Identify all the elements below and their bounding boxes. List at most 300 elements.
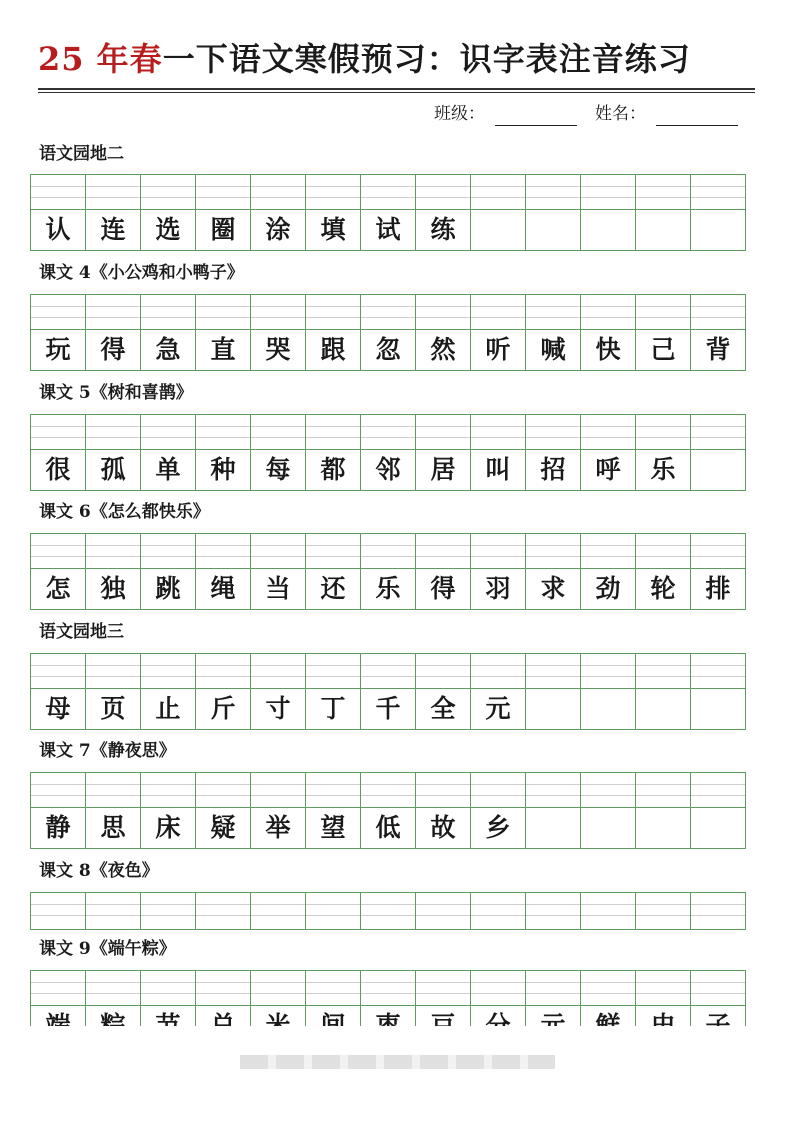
- hanzi-char: 丁: [320, 694, 346, 723]
- grid-cell: [306, 773, 361, 849]
- grid-cell: [86, 295, 141, 371]
- pinyin-box[interactable]: [471, 534, 525, 569]
- hanzi-char: 练: [430, 215, 456, 244]
- pinyin-box[interactable]: [141, 773, 195, 808]
- pinyin-box[interactable]: [251, 175, 305, 210]
- hanzi-char: [526, 210, 580, 250]
- grid-cell: [581, 893, 636, 930]
- pinyin-box[interactable]: [86, 773, 140, 808]
- writing-grid: [30, 892, 746, 930]
- pinyin-box[interactable]: [196, 534, 250, 569]
- grid-cell: [86, 893, 141, 930]
- pinyin-box[interactable]: [306, 773, 360, 808]
- grid-cell: [306, 295, 361, 371]
- pinyin-box[interactable]: [581, 415, 635, 450]
- hanzi-char: 元: [485, 694, 511, 723]
- writing-grid: [30, 533, 746, 610]
- grid-cell: [141, 295, 196, 371]
- hanzi-char: [526, 689, 580, 729]
- pinyin-box[interactable]: [416, 971, 470, 1006]
- grid-cell: [471, 893, 526, 930]
- grid-cell: [86, 654, 141, 730]
- pinyin-box[interactable]: [31, 175, 85, 210]
- hanzi-char: 己: [650, 335, 676, 364]
- hanzi-char: [581, 689, 635, 729]
- writing-grid: [30, 653, 746, 730]
- pinyin-box[interactable]: [471, 175, 525, 210]
- hanzi-char: 喊: [540, 335, 566, 364]
- pinyin-box[interactable]: [361, 971, 415, 1006]
- grid-cell: [691, 175, 746, 251]
- hanzi-char: 急: [155, 335, 181, 364]
- grid-cell: [31, 534, 86, 610]
- grid-cell: [636, 415, 691, 491]
- pinyin-box[interactable]: [196, 295, 250, 330]
- grid-cell: [416, 534, 471, 610]
- hanzi-char: 招: [540, 455, 566, 484]
- hanzi-char: 得: [430, 574, 456, 603]
- hanzi-char: 全: [430, 694, 456, 723]
- grid-cell: [581, 415, 636, 491]
- hanzi-char: [636, 689, 690, 729]
- grid-cell: [31, 415, 86, 491]
- pinyin-box[interactable]: [86, 175, 140, 210]
- grid-cell: [471, 773, 526, 849]
- hanzi-char: 每: [265, 455, 291, 484]
- hanzi-char: 单: [155, 455, 181, 484]
- pinyin-box[interactable]: [471, 971, 525, 1006]
- grid-cell: [581, 295, 636, 371]
- grid-cell: [251, 773, 306, 849]
- grid-cell: [416, 654, 471, 730]
- pinyin-box[interactable]: [416, 773, 470, 808]
- grid-cell: [691, 773, 746, 849]
- pinyin-box[interactable]: [86, 415, 140, 450]
- hanzi-char: 乐: [375, 574, 401, 603]
- writing-grid: [30, 174, 746, 251]
- name-label: 姓名：: [595, 104, 646, 124]
- pinyin-box[interactable]: [526, 534, 580, 569]
- pinyin-box[interactable]: [581, 175, 635, 210]
- pinyin-box[interactable]: [141, 175, 195, 210]
- grid-cell: [306, 175, 361, 251]
- pinyin-box[interactable]: [86, 654, 140, 689]
- hanzi-char: 涂: [265, 215, 291, 244]
- pinyin-box[interactable]: [251, 773, 305, 808]
- hanzi-char: [581, 210, 635, 250]
- grid-cell: [141, 415, 196, 491]
- writing-grid: [30, 772, 746, 849]
- hanzi-char: [691, 808, 745, 848]
- grid-cell: [251, 175, 306, 251]
- grid-cell: [636, 654, 691, 730]
- pinyin-box[interactable]: [31, 893, 85, 929]
- grid-cell: [86, 534, 141, 610]
- grid-cell: [361, 654, 416, 730]
- grid-cell: [691, 654, 746, 730]
- hanzi-char: 跳: [155, 574, 181, 603]
- title-rule: [38, 88, 755, 90]
- section-title: 课文 7《静夜思》: [39, 741, 176, 761]
- hanzi-char: 圈: [210, 215, 236, 244]
- grid-cell: [526, 175, 581, 251]
- pinyin-box[interactable]: [31, 773, 85, 808]
- pinyin-box[interactable]: [361, 415, 415, 450]
- grid-cell: [361, 893, 416, 930]
- pinyin-box[interactable]: [691, 295, 745, 330]
- pinyin-box[interactable]: [361, 534, 415, 569]
- pinyin-box[interactable]: [636, 534, 690, 569]
- pinyin-box[interactable]: [416, 295, 470, 330]
- hanzi-char: 认: [45, 215, 71, 244]
- grid-cell: [636, 893, 691, 930]
- hanzi-char: [691, 689, 745, 729]
- pinyin-box[interactable]: [471, 654, 525, 689]
- grid-cell: [361, 295, 416, 371]
- pinyin-box[interactable]: [251, 295, 305, 330]
- student-info: [434, 100, 746, 126]
- hanzi-char: 还: [320, 574, 346, 603]
- hanzi-char: [691, 450, 745, 490]
- grid-cell: [526, 415, 581, 491]
- grid-cell: [86, 415, 141, 491]
- grid-cell: [361, 534, 416, 610]
- grid-cell: [636, 773, 691, 849]
- hanzi-char: 直: [210, 335, 236, 364]
- pinyin-box[interactable]: [306, 295, 360, 330]
- hanzi-char: 连: [100, 215, 126, 244]
- pinyin-box[interactable]: [141, 295, 195, 330]
- hanzi-char: 故: [430, 813, 456, 842]
- grid-cell: [141, 534, 196, 610]
- pinyin-box[interactable]: [691, 773, 745, 808]
- grid-cell: [581, 534, 636, 610]
- pinyin-box[interactable]: [691, 893, 745, 929]
- grid-cell: [416, 415, 471, 491]
- pinyin-box[interactable]: [306, 893, 360, 929]
- hanzi-char: 寸: [265, 694, 291, 723]
- hanzi-char: 试: [375, 215, 401, 244]
- title-rule-thin: [38, 92, 755, 93]
- hanzi-char: [581, 808, 635, 848]
- page-title: [38, 36, 758, 82]
- grid-cell: [251, 415, 306, 491]
- pinyin-box[interactable]: [471, 893, 525, 929]
- hanzi-char: 孤: [100, 455, 126, 484]
- pinyin-box[interactable]: [86, 893, 140, 929]
- pinyin-box[interactable]: [691, 971, 745, 1006]
- pinyin-box[interactable]: [416, 415, 470, 450]
- pinyin-box[interactable]: [581, 654, 635, 689]
- grid-cell: [416, 893, 471, 930]
- pinyin-box[interactable]: [31, 534, 85, 569]
- pinyin-box[interactable]: [581, 971, 635, 1006]
- pinyin-box[interactable]: [196, 415, 250, 450]
- pinyin-box[interactable]: [306, 534, 360, 569]
- hanzi-char: 斤: [210, 694, 236, 723]
- hanzi-char: 忽: [375, 335, 401, 364]
- grid-cell: [196, 175, 251, 251]
- grid-cell: [361, 175, 416, 251]
- hanzi-char: 都: [320, 455, 346, 484]
- title-highlight: 25 年春: [38, 40, 163, 78]
- grid-cell: [526, 534, 581, 610]
- section-title: 语文园地二: [39, 144, 124, 164]
- writing-grid: [30, 414, 746, 491]
- pinyin-box[interactable]: [636, 175, 690, 210]
- title-rest: 一下语文寒假预习：识字表注音练习: [162, 40, 691, 78]
- pinyin-box[interactable]: [141, 415, 195, 450]
- grid-cell: [691, 295, 746, 371]
- hanzi-char: 劲: [595, 574, 621, 603]
- hanzi-char: 背: [705, 335, 731, 364]
- grid-cell: [471, 295, 526, 371]
- pinyin-box[interactable]: [141, 971, 195, 1006]
- pinyin-box[interactable]: [251, 971, 305, 1006]
- hanzi-char: [691, 210, 745, 250]
- grid-cell: [471, 175, 526, 251]
- hanzi-char: 选: [155, 215, 181, 244]
- hanzi-char: 疑: [210, 813, 236, 842]
- hanzi-char: 哭: [265, 335, 291, 364]
- pinyin-box[interactable]: [636, 654, 690, 689]
- grid-cell: [86, 175, 141, 251]
- hanzi-char: 页: [100, 694, 126, 723]
- grid-cell: [526, 773, 581, 849]
- pinyin-box[interactable]: [581, 295, 635, 330]
- pinyin-box[interactable]: [361, 773, 415, 808]
- grid-cell: [361, 773, 416, 849]
- hanzi-char: 跟: [320, 335, 346, 364]
- section-title: 课文 9《端午粽》: [39, 939, 176, 959]
- blurred-footer: [240, 1055, 555, 1069]
- hanzi-char: 得: [100, 335, 126, 364]
- hanzi-char: 怎: [45, 574, 71, 603]
- pinyin-box[interactable]: [306, 971, 360, 1006]
- pinyin-box[interactable]: [361, 654, 415, 689]
- grid-cell: [31, 295, 86, 371]
- pinyin-box[interactable]: [31, 295, 85, 330]
- pinyin-box[interactable]: [636, 295, 690, 330]
- pinyin-box[interactable]: [416, 654, 470, 689]
- pinyin-box[interactable]: [636, 415, 690, 450]
- pinyin-box[interactable]: [691, 415, 745, 450]
- hanzi-char: 母: [45, 694, 71, 723]
- pinyin-box[interactable]: [196, 175, 250, 210]
- grid-cell: [691, 415, 746, 491]
- pinyin-box[interactable]: [526, 971, 580, 1006]
- grid-cell: [471, 654, 526, 730]
- grid-cell: [196, 534, 251, 610]
- hanzi-char: 种: [210, 455, 236, 484]
- grid-cell: [636, 175, 691, 251]
- grid-cell: [526, 893, 581, 930]
- grid-cell: [31, 773, 86, 849]
- grid-cell: [416, 773, 471, 849]
- grid-cell: [581, 654, 636, 730]
- grid-cell: [86, 773, 141, 849]
- grid-cell: [196, 295, 251, 371]
- hanzi-char: [526, 808, 580, 848]
- pinyin-box[interactable]: [86, 534, 140, 569]
- pinyin-box[interactable]: [636, 773, 690, 808]
- grid-cell: [306, 534, 361, 610]
- hanzi-char: 思: [100, 813, 126, 842]
- hanzi-char: 快: [595, 335, 621, 364]
- pinyin-box[interactable]: [196, 893, 250, 929]
- pinyin-box[interactable]: [636, 971, 690, 1006]
- pinyin-box[interactable]: [416, 175, 470, 210]
- grid-cell: [31, 893, 86, 930]
- grid-cell: [141, 175, 196, 251]
- pinyin-box[interactable]: [471, 773, 525, 808]
- hanzi-char: 绳: [210, 574, 236, 603]
- pinyin-box[interactable]: [86, 971, 140, 1006]
- pinyin-box[interactable]: [361, 295, 415, 330]
- section-title: 课文 4《小公鸡和小鸭子》: [39, 263, 244, 283]
- hanzi-char: 呼: [595, 455, 621, 484]
- class-blank[interactable]: [495, 103, 577, 126]
- grid-cell: [251, 893, 306, 930]
- pinyin-box[interactable]: [526, 773, 580, 808]
- class-label: 班级：: [434, 104, 485, 124]
- hanzi-char: 独: [100, 574, 126, 603]
- section-title: 语文园地三: [39, 622, 124, 642]
- pinyin-box[interactable]: [636, 893, 690, 929]
- grid-cell: [141, 654, 196, 730]
- pinyin-box[interactable]: [31, 971, 85, 1006]
- pinyin-box[interactable]: [251, 415, 305, 450]
- grid-cell: [31, 175, 86, 251]
- hanzi-char: 止: [155, 694, 181, 723]
- grid-cell: [306, 893, 361, 930]
- grid-cell: [306, 654, 361, 730]
- pinyin-box[interactable]: [306, 175, 360, 210]
- hanzi-char: 羽: [485, 574, 511, 603]
- pinyin-box[interactable]: [196, 971, 250, 1006]
- hanzi-char: 轮: [650, 574, 676, 603]
- hanzi-char: 望: [320, 813, 346, 842]
- grid-cell: [581, 175, 636, 251]
- hanzi-char: 邻: [375, 455, 401, 484]
- hanzi-char: 居: [430, 455, 456, 484]
- pinyin-box[interactable]: [416, 893, 470, 929]
- pinyin-box[interactable]: [581, 893, 635, 929]
- grid-cell: [306, 415, 361, 491]
- hanzi-char: 很: [45, 455, 71, 484]
- pinyin-box[interactable]: [526, 415, 580, 450]
- grid-cell: [251, 654, 306, 730]
- hanzi-char: 当: [265, 574, 291, 603]
- grid-cell: [526, 654, 581, 730]
- grid-cell: [636, 295, 691, 371]
- grid-cell: [361, 415, 416, 491]
- pinyin-box[interactable]: [31, 654, 85, 689]
- section-title: 课文 5《树和喜鹊》: [39, 383, 193, 403]
- hanzi-char: 乡: [485, 813, 511, 842]
- hanzi-char: 填: [320, 215, 346, 244]
- pinyin-box[interactable]: [691, 654, 745, 689]
- pinyin-box[interactable]: [141, 534, 195, 569]
- grid-cell: [141, 773, 196, 849]
- grid-cell: [196, 415, 251, 491]
- hanzi-char: 玩: [45, 335, 71, 364]
- pinyin-box[interactable]: [141, 654, 195, 689]
- grid-cell: [251, 295, 306, 371]
- pinyin-box[interactable]: [526, 295, 580, 330]
- grid-cell: [691, 534, 746, 610]
- pinyin-box[interactable]: [251, 893, 305, 929]
- pinyin-box[interactable]: [361, 893, 415, 929]
- hanzi-char: 举: [265, 813, 291, 842]
- hanzi-char: [636, 210, 690, 250]
- pinyin-box[interactable]: [526, 654, 580, 689]
- name-blank[interactable]: [656, 103, 738, 126]
- grid-cell: [141, 893, 196, 930]
- pinyin-box[interactable]: [581, 773, 635, 808]
- pinyin-box[interactable]: [471, 415, 525, 450]
- grid-cell: [416, 175, 471, 251]
- hanzi-char: 求: [540, 574, 566, 603]
- hanzi-char: 低: [375, 813, 401, 842]
- hanzi-char: 叫: [485, 455, 511, 484]
- grid-cell: [196, 654, 251, 730]
- pinyin-box[interactable]: [306, 415, 360, 450]
- grid-cell: [471, 534, 526, 610]
- pinyin-box[interactable]: [196, 773, 250, 808]
- grid-cell: [31, 654, 86, 730]
- pinyin-box[interactable]: [691, 175, 745, 210]
- pinyin-box[interactable]: [196, 654, 250, 689]
- hanzi-char: 然: [430, 335, 456, 364]
- grid-cell: [636, 534, 691, 610]
- grid-cell: [526, 295, 581, 371]
- pinyin-box[interactable]: [361, 175, 415, 210]
- page-cutoff: [0, 1026, 793, 1122]
- section-title: 课文 6《怎么都快乐》: [39, 502, 210, 522]
- pinyin-box[interactable]: [251, 534, 305, 569]
- pinyin-box[interactable]: [86, 295, 140, 330]
- grid-cell: [471, 415, 526, 491]
- pinyin-box[interactable]: [526, 175, 580, 210]
- section-title: 课文 8《夜色》: [39, 861, 159, 881]
- hanzi-char: 排: [705, 574, 731, 603]
- hanzi-char: 乐: [650, 455, 676, 484]
- hanzi-char: [636, 808, 690, 848]
- grid-cell: [196, 893, 251, 930]
- grid-cell: [416, 295, 471, 371]
- pinyin-box[interactable]: [471, 295, 525, 330]
- pinyin-box[interactable]: [526, 893, 580, 929]
- pinyin-box[interactable]: [581, 534, 635, 569]
- hanzi-char: 静: [45, 813, 71, 842]
- pinyin-box[interactable]: [141, 893, 195, 929]
- pinyin-box[interactable]: [31, 415, 85, 450]
- hanzi-char: 听: [485, 335, 511, 364]
- pinyin-box[interactable]: [416, 534, 470, 569]
- pinyin-box[interactable]: [251, 654, 305, 689]
- hanzi-char: [471, 210, 525, 250]
- grid-cell: [691, 893, 746, 930]
- grid-cell: [251, 534, 306, 610]
- grid-cell: [581, 773, 636, 849]
- writing-grid: [30, 294, 746, 371]
- pinyin-box[interactable]: [306, 654, 360, 689]
- grid-cell: [196, 773, 251, 849]
- hanzi-char: 千: [375, 694, 401, 723]
- hanzi-char: 床: [155, 813, 181, 842]
- pinyin-box[interactable]: [691, 534, 745, 569]
